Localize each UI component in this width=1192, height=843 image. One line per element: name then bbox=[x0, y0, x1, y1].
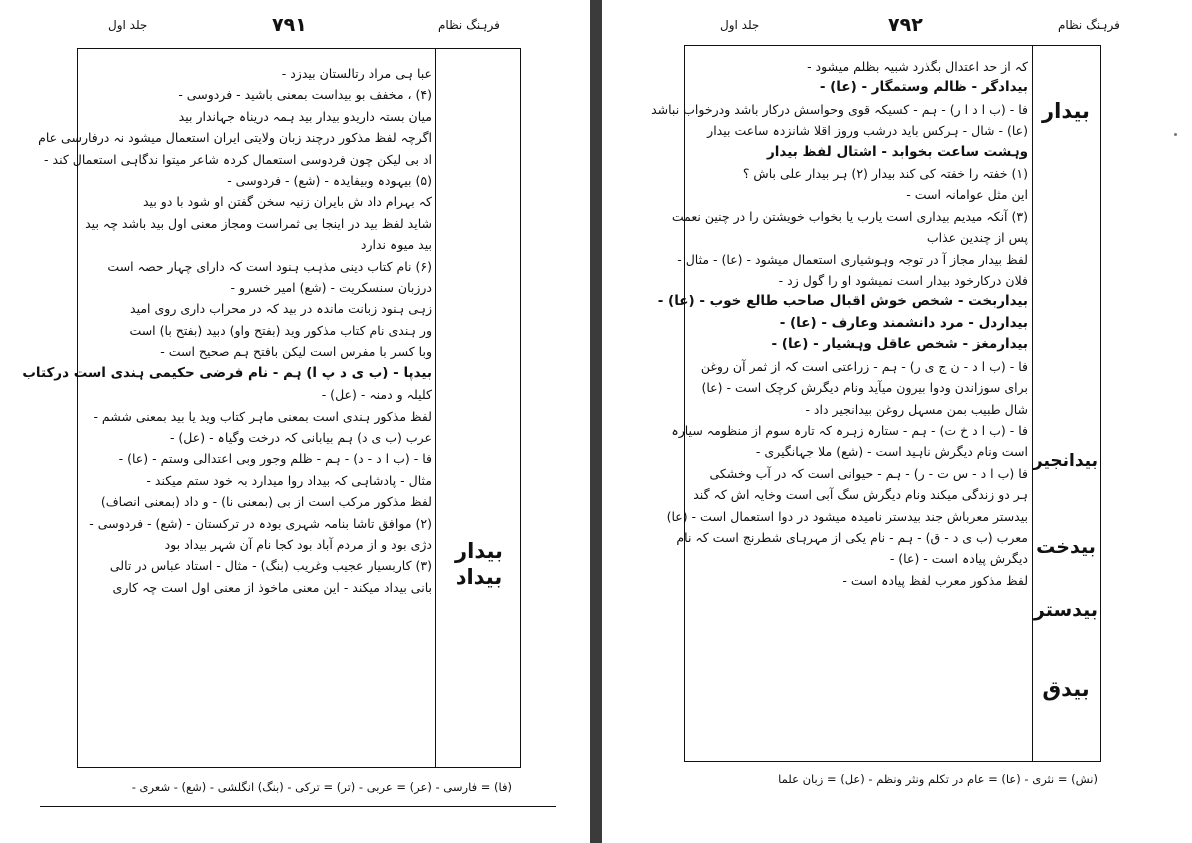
entry-line: (۲) موافق تاشا بنامہ شہری بودہ در ترکستان - (شع) - فردوسی - bbox=[89, 515, 432, 531]
entry-line: شاید لفظ بید در اینجا بی ثمراست ومجاز معنی اول بید باشد چہ بید bbox=[85, 215, 432, 231]
scan-speck bbox=[1174, 133, 1177, 136]
entry-line: بانی بیداد میکند - این معنی ماخوذ از معنی اول است چہ کاری bbox=[112, 579, 432, 595]
entry-line: فا - (ب ا د - د) - ہم - ظلم وجور وبی اعتدالی وستم - (عا) - bbox=[118, 451, 432, 467]
entry-line: وبا کسر با مفرس است لیکن بافتح ہم صحیح است - bbox=[160, 344, 432, 360]
entry-line: بیدارمغز - شخص عاقل وہشیار - (عا) - bbox=[771, 336, 1028, 353]
entry-line: فا - (ب ا د خ ت) - ہم - ستارہ زہرہ کہ تارہ سوم از منظومہ سیارہ bbox=[671, 422, 1028, 438]
entry-line: دژی بود و از مردم آباد بود کجا نام آن شہر بیداد بود bbox=[164, 536, 432, 552]
entry-line: دیگرش پیادہ است - (عا) - bbox=[889, 551, 1028, 567]
entry-line: بیداردل - مرد دانشمند وعارف - (عا) - bbox=[779, 314, 1028, 331]
entry-text-block bbox=[22, 63, 432, 598]
headword-bidakht: بیدخت bbox=[1036, 536, 1096, 558]
headword-column-divider bbox=[1032, 45, 1033, 761]
entry-line: است ونام دیگرش ناہید است - (شع) ملا جہانگیری - bbox=[755, 444, 1028, 460]
headword-bidar: بیدار bbox=[455, 539, 503, 563]
page-number: ۷۹۲ bbox=[888, 14, 923, 36]
entry-line: کہ از حد اعتدال بگذرد شبیہ بظلم میشود - bbox=[807, 59, 1028, 74]
entry-line: (۴) ، مخفف بو بیداست بمعنی باشید - فردوسی - bbox=[178, 87, 432, 103]
headword-bidanjir: بیدانجیر bbox=[1032, 451, 1098, 471]
entry-line: این مثل عوامانہ است - bbox=[906, 187, 1028, 203]
entry-line: (۵) بیہودہ وبیفایدہ - (شع) - فردوسی - bbox=[227, 173, 432, 189]
entry-line: شال طبیب بمن مسہل روغن بیدانجیر داد - bbox=[805, 401, 1028, 417]
entry-line: (۱) خفتہ را خفتہ کی کند بیدار (۲) ہر بیدار علی باش ؟ bbox=[742, 166, 1028, 182]
abbreviation-key: (نش) = نثری - (عا) = عام در تکلم ونثر ونظم - (عل) = زبان علما bbox=[778, 772, 1098, 786]
headword-bidastar: بیدستر bbox=[1033, 599, 1098, 621]
entry-line: لفظ بیدار مجاز آ در توجہ وہوشیاری استعمال میشود - (عا) - مثال - bbox=[677, 251, 1028, 267]
entry-line: پس از چندین عذاب bbox=[926, 230, 1028, 246]
headword-bidar: بیدار bbox=[1042, 99, 1090, 123]
entry-line: (۶) نام کتاب دینی مذہب ہنود است کہ دارای چہار حصہ است bbox=[107, 258, 432, 274]
entry-line: زہی ہنود زبانت ماندہ در بید کہ در محراب داری روی امید bbox=[130, 301, 432, 317]
entry-line: لفظ مذکور ہندی است بمعنی ماہر کتاب وید یا بید بمعنی ششم - bbox=[93, 408, 432, 424]
entry-line: عرب (ب ی د) ہم بیابانی کہ درخت وگیاہ - (عل) - bbox=[169, 429, 432, 445]
entry-line: لفظ مذکور معرب لفظ پیادہ است - bbox=[842, 572, 1028, 588]
entry-line: بیدادگر - ظالم وستمگار - (عا) - bbox=[819, 79, 1028, 96]
volume-label: جلد اول bbox=[108, 18, 148, 32]
entry-line: وہشت ساعت بخوابد - اشتال لفظ بیدار bbox=[767, 143, 1028, 160]
left-page bbox=[0, 0, 590, 843]
entry-line: ور ہندی نام کتاب مذکور وید (بفتح واو) دبید (بفتح با) است bbox=[129, 322, 432, 338]
volume-label: جلد اول bbox=[720, 18, 760, 32]
entry-line: کلیلہ و دمنہ - (عل) - bbox=[321, 387, 432, 403]
entry-line: (عا) - شال - ہرکس باید درشب وروز اقلا شانزدہ ساعت بیدار bbox=[707, 123, 1028, 139]
headword-bidad: بیداد bbox=[455, 565, 503, 589]
running-header-title: فرہنگ نظام bbox=[1058, 18, 1120, 32]
entry-line: درزبان سنسکریت - (شع) امیر خسرو - bbox=[230, 280, 432, 296]
footer-rule bbox=[40, 806, 556, 807]
entry-line: مثال - پادشاہی کہ بیداد روا میدارد بہ خود ستم میکند - bbox=[146, 472, 432, 488]
headword-bidaq: بیدق bbox=[1042, 677, 1090, 701]
running-header-title: فرہنگ نظام bbox=[438, 18, 500, 32]
entry-line: (۳) آنکہ میدیم بیداری است یارب یا بخواب خویشتن را در چنین نعمت bbox=[671, 208, 1028, 224]
entry-line: برای سوزاندن ودوا بیرون میآید ونام دیگرش کرچک است - (عا) bbox=[701, 380, 1028, 396]
entry-line: بیدپا - (ب ی د پ ا) ہم - نام فرضی حکیمی ہندی است درکتاب bbox=[22, 364, 432, 381]
entry-line: فلان درکارخود بیدار است نمیشود او را گول زد - bbox=[778, 273, 1028, 289]
entry-line: لفظ مذکور مرکب است از بی (بمعنی نا) - و داد (بمعنی انصاف) bbox=[100, 494, 432, 510]
entry-line: (۳) کاربسیار عجیب وغریب (بنگ) - مثال - استاد عباس در تالی bbox=[109, 558, 432, 574]
entry-line: بیداربخت - شخص خوش اقبال صاحب طالع خوب - (عا) - bbox=[657, 293, 1028, 310]
entry-line: ہر دو زندگی میکند ونام دیگرش سگ آبی است وخایہ اش کہ گند bbox=[693, 487, 1028, 503]
page-number: ۷۹۱ bbox=[272, 14, 307, 36]
entry-line: اد بی لیکن چون فردوسی استعمال کردہ شاعر میتوا ندگاہی استعمال کند - bbox=[44, 151, 432, 167]
entry-line: فا - (ب ا د - ن ج ی ر) - ہم - زراعتی است کہ از ثمر آن روغن bbox=[700, 358, 1028, 374]
entry-line: معرب (ب ی د - ق) - ہم - نام یکی از مہرہای شطرنج است کہ نام bbox=[676, 529, 1028, 545]
abbreviation-key: (فا) = فارسی - (عر) = عربی - (تر) = ترکی - (بنگ) انگلشی - (شع) - شعری - bbox=[131, 780, 512, 794]
entry-line: فا - (ب ا د ا ر) - ہم - کسیکہ قوی وحواسش درکار باشد ودرخواب نباشد bbox=[651, 101, 1028, 117]
entry-line: بیدستر معرباش جند بیدستر نامیدہ میشود در دوا استعمال است - (عا) bbox=[666, 508, 1028, 524]
entry-line: کہ بہرام داد ش بایران زنیہ سخن گفتن او شود با دو بید bbox=[143, 194, 432, 210]
entry-line: بید میوہ ندارد bbox=[360, 237, 432, 253]
entry-line: اگرچہ لفظ مذکور درچند زبان ولایتی ایران استعمال میشود نہ درفارسی عام bbox=[38, 130, 432, 146]
entry-text-block bbox=[651, 56, 1028, 591]
entry-line: عبا ہی مراد رتالستان بیدزد - bbox=[281, 66, 432, 81]
entry-line: میان بستہ داریدو بیدار بید ہمہ دریناہ جہاندار بید bbox=[178, 108, 432, 124]
entry-line: فا (ب ا د - س ت - ر) - ہم - حیوانی است کہ در آب وخشکی bbox=[709, 465, 1028, 481]
headword-column-divider bbox=[435, 48, 436, 767]
right-page bbox=[602, 0, 1192, 843]
